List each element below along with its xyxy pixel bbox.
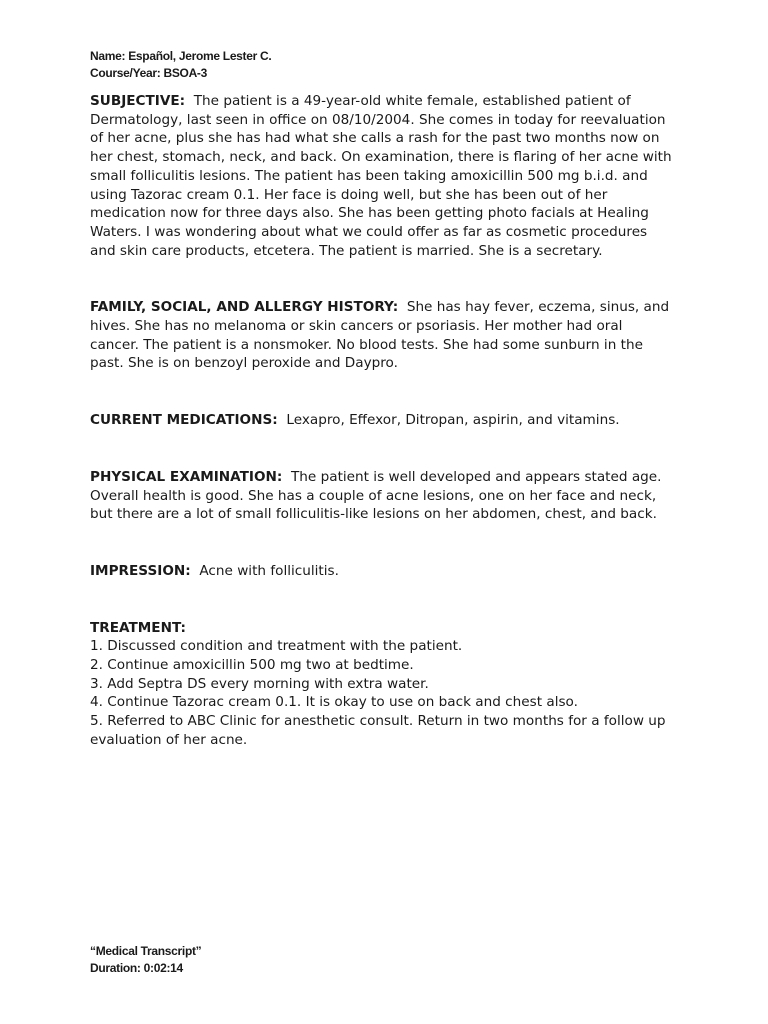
exam-text: The patient is well developed and appears stated age. Overall health is good. She has a couple of acne lesions, one on her face and neck, but there are a lot of small folliculitis-like lesions on her abdomen, chest, and back. <box>90 468 662 523</box>
document-header <box>90 48 271 82</box>
treatment-item: 4. Continue Tazorac cream 0.1. It is okay to use on back and chest also. <box>90 694 578 711</box>
transcript-title: “Medical Transcript” <box>90 944 202 958</box>
treatment-label: TREATMENT: <box>90 619 186 636</box>
exam-paragraph <box>90 468 675 524</box>
medications-paragraph <box>90 411 675 430</box>
treatment-section <box>90 619 675 750</box>
exam-section <box>90 468 675 524</box>
exam-label: PHYSICAL EXAMINATION: <box>90 468 283 485</box>
impression-label: IMPRESSION: <box>90 562 191 579</box>
impression-section <box>90 562 675 581</box>
treatment-item: 5. Referred to ABC Clinic for anesthetic consult. Return in two months for a follow up evaluation of her acne. <box>90 713 666 748</box>
subjective-label: SUBJECTIVE: <box>90 93 186 109</box>
medications-label: CURRENT MEDICATIONS: <box>90 412 278 429</box>
treatment-item: 2. Continue amoxicillin 500 mg two at bedtime. <box>90 657 414 674</box>
subjective-text: The patient is a 49-year-old white female, established patient of Dermatology, last seen in office on 08/10/2004. She comes in today for reevaluation of her acne, plus she has had what she calls a rash for the past two months now on her chest, stomach, neck, and back. On examination, there is flaring of her acne with small folliculitis lesions. The patient has been taking amoxicillin 500 mg b.i.d. and using Tazorac cream 0.1. Her face is doing well, but she has been out of her medication now for three days also. She has been getting photo facials at Healing Waters. I was wondering about what we could offer as far as cosmetic procedures and skin care products, etcetera. The patient is married. She is a secretary. <box>90 93 672 259</box>
medications-text: Lexapro, Effexor, Ditropan, aspirin, and vitamins. <box>286 412 620 429</box>
history-paragraph <box>90 298 675 373</box>
subjective-paragraph <box>90 92 675 260</box>
transcript-body <box>90 92 675 750</box>
duration: Duration: 0:02:14 <box>90 961 183 975</box>
subjective-section <box>90 92 675 260</box>
medications-section <box>90 411 675 430</box>
impression-paragraph <box>90 562 675 581</box>
student-name: Name: Español, Jerome Lester C. <box>90 49 272 63</box>
document-footer <box>90 943 201 977</box>
impression-text: Acne with folliculitis. <box>199 562 339 579</box>
history-section <box>90 298 675 373</box>
course-year: Course/Year: BSOA-3 <box>90 66 208 80</box>
treatment-item: 3. Add Septra DS every morning with extra water. <box>90 675 429 692</box>
history-text: She has hay fever, eczema, sinus, and hives. She has no melanoma or skin cancers or psoriasis. Her mother had oral cancer. The patient is a nonsmoker. No blood tests. She had some sunburn in the past. She is on benzoyl peroxide and Daypro. <box>90 299 670 372</box>
history-label: FAMILY, SOCIAL, AND ALLERGY HISTORY: <box>90 299 399 316</box>
treatment-item: 1. Discussed condition and treatment with the patient. <box>90 638 463 655</box>
